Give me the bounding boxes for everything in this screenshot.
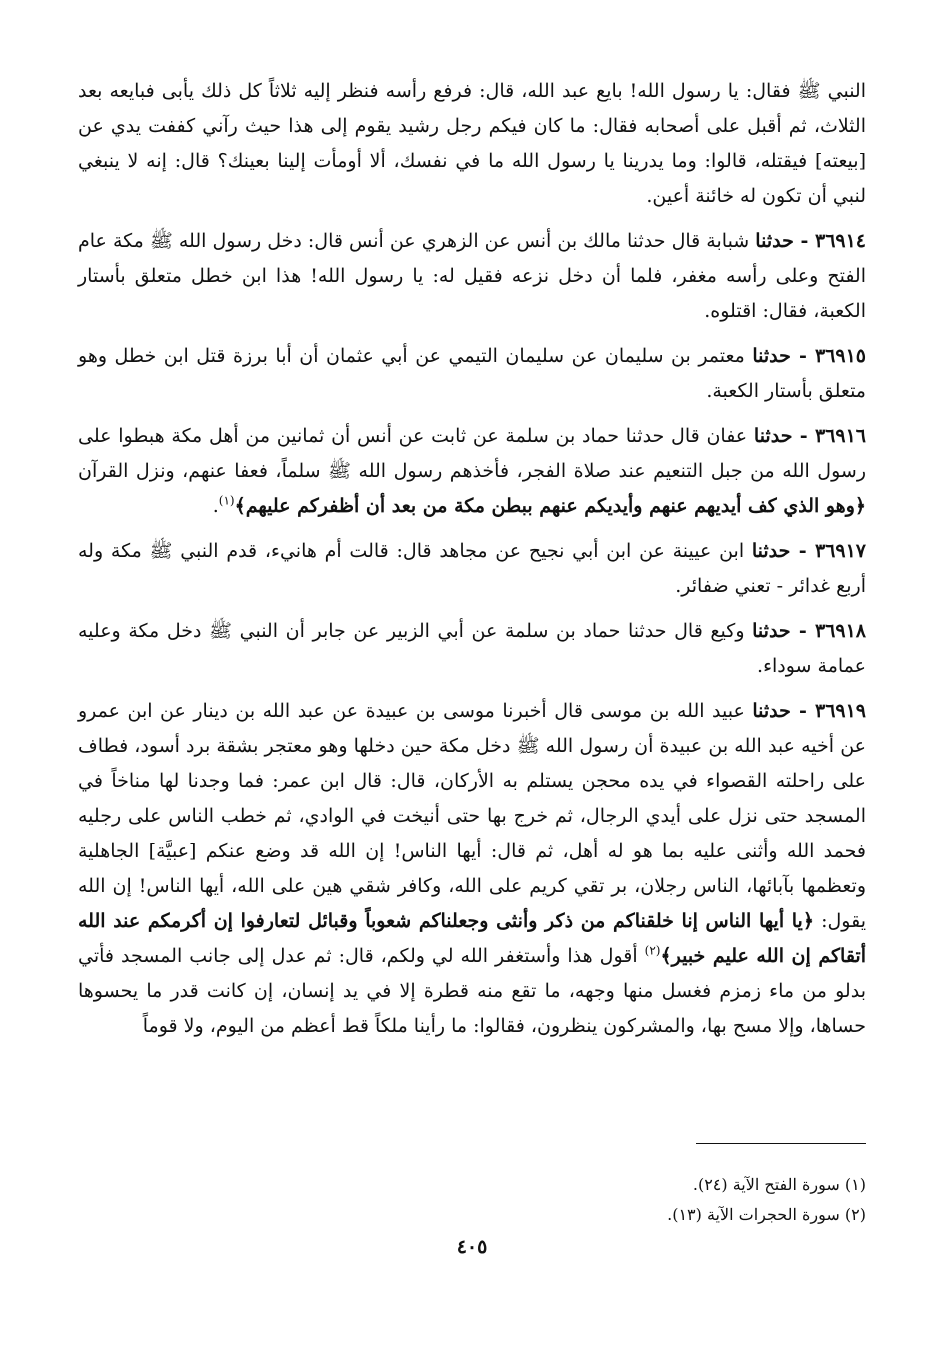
hadith-36919: ٣٦٩١٩ - حدثنا عبيد الله بن موسى قال أخبرنا موسى بن عبيدة عن عبد الله بن دينار عن ابن عمرو عن أخيه عبد الله بن عبيدة أن رسول الله ﷺ دخل مكة حين دخلها وهو معتجر بشقة برد أسود، فطاف على راحلته القصواء في يده محجن يستلم به الأركان، قال: قال ابن عمر: فما وجدنا لها مناخاً في المسجد حتى نزل على أيدي الرجال، ثم خرج بها حتى أنيخت في الوادي، ثم خطب الناس على رجليه فحمد الله وأثنى عليه بما هو له أهل، ثم قال: أيها الناس! إن الله قد وضع عنكم [عبيَّة] الجاهلية وتعظمها بآبائها، الناس رجلان، بر تقي كريم على الله، وكافر شقي هين على الله، أيها الناس! إن الله يقول: ﴿يا أيها الناس إنا خلقناكم من ذكر وأنثى وجعلناكم شعوباً وقبائل لتعارفوا إن أكرمكم عند الله أتقاكم إن الله عليم خبير﴾$^{(٢)}$ أقول هذا وأستغفر الله لي ولكم، قال: ثم عدل إلى جانب المسجد فأتي بدلو من ماء زمزم فغسل منها وجهه، ما تقع منه قطرة إلا في يد إنسان، إن كانت قدر ما يحسوها حساها، وإلا مسح بها، والمشركون ينظرون، فقالوا: ما رأينا ملكاً قط أعظم من اليوم، ولا قوماً <box>78 700 867 1037</box>
hadith-tail: أقول هذا وأستغفر الله لي ولكم، قال: ثم عدل إلى جانب المسجد فأتي بدلو من ماء زمزم فغسل منها وجهه، ما تقع منه قطرة إلا في يد إنسان، إن كانت قدر ما يحسوها حساها، وإلا مسح بها، والمشركون ينظرون، فقالوا: ما رأينا ملكاً قط أعظم من اليوم، ولا قوماً <box>78 945 866 1037</box>
footnotes <box>78 1170 866 1230</box>
hadith-lead: حدثنا <box>752 620 791 642</box>
footnote-ref[interactable]: (١) <box>218 493 235 508</box>
hadith-lead: حدثنا <box>753 425 793 447</box>
footnote-1: (١) سورة الفتح الآية (٢٤). <box>692 1175 866 1194</box>
hadith-text: معتمر بن سليمان عن سليمان التيمي عن أبي عثمان أن أبا برزة قتل ابن خطل وهو متعلق بأستار الكعبة. <box>78 345 866 402</box>
hadith-lead: حدثنا <box>752 345 791 367</box>
hadith-text: ابن عيينة عن ابن أبي نجيح عن مجاهد قال: قالت أم هانيء، قدم النبي ﷺ مكة وله أربع غدائر - تعني ضفائر. <box>78 540 866 597</box>
hadith-lead: حدثنا <box>755 230 794 252</box>
footnote-divider <box>696 1143 866 1144</box>
paragraph-continuation <box>78 74 866 214</box>
hadith-text: وكيع قال حدثنا حماد بن سلمة عن أبي الزبير عن جابر أن النبي ﷺ دخل مكة وعليه عمامة سوداء. <box>78 620 866 677</box>
hadith-lead: حدثنا <box>752 700 791 722</box>
hadith-number: ٣٦٩١٩ <box>814 700 867 722</box>
hadith-number: ٣٦٩١٦ <box>814 425 866 447</box>
hadith-text: شبابة قال حدثنا مالك بن أنس عن الزهري عن أنس قال: دخل رسول الله ﷺ مكة عام الفتح وعلى رأسه مغفر، فلما أن دخل نزعه فقيل له: يا رسول الله! هذا ابن خطل متعلق بأستار الكعبة، فقال: اقتلوه. <box>78 230 866 322</box>
hadith-36914: ٣٦٩١٤ - حدثنا شبابة قال حدثنا مالك بن أنس عن الزهري عن أنس قال: دخل رسول الله ﷺ مكة عام الفتح وعلى رأسه مغفر، فلما أن دخل نزعه فقيل له: يا رسول الله! هذا ابن خطل متعلق بأستار الكعبة، فقال: اقتلوه. <box>78 230 867 322</box>
hadith-36917: ٣٦٩١٧ - حدثنا ابن عيينة عن ابن أبي نجيح عن مجاهد قال: قالت أم هانيء، قدم النبي ﷺ مكة وله أربع غدائر - تعني ضفائر. <box>78 540 866 597</box>
hadith-lead: حدثنا <box>751 540 791 562</box>
hadith-text: عفان قال حدثنا حماد بن سلمة عن ثابت عن أنس أن ثمانين من أهل مكة هبطوا على رسول الله من جبل التنعيم عند صلاة الفجر، فأخذهم رسول الله ﷺ سلماً، فعفا عنهم، ونزل القرآن <box>78 425 866 482</box>
page-number: ٤٠٥ <box>456 1236 488 1258</box>
quran-verse: ﴿يا أيها الناس إنا خلقناكم من ذكر وأنثى وجعلناكم شعوباً وقبائل لتعارفوا إن أكرمكم عند الله أتقاكم إن الله عليم خبير﴾ <box>78 910 866 967</box>
hadith-36918: ٣٦٩١٨ - حدثنا وكيع قال حدثنا حماد بن سلمة عن أبي الزبير عن جابر أن النبي ﷺ دخل مكة وعليه عمامة سوداء. <box>78 620 866 677</box>
hadith-36916: ٣٦٩١٦ - حدثنا عفان قال حدثنا حماد بن سلمة عن ثابت عن أنس أن ثمانين من أهل مكة هبطوا على رسول الله من جبل التنعيم عند صلاة الفجر، فأخذهم رسول الله ﷺ سلماً، فعفا عنهم، ونزل القرآن ﴿وهو الذي كف أيديهم عنهم وأيديكم عنهم ببطن مكة من بعد أن أظفركم عليهم﴾$^{(١)}$. <box>78 425 866 517</box>
hadith-number: ٣٦٩١٧ <box>814 540 866 562</box>
footnote-ref[interactable]: (٢) <box>644 943 661 958</box>
hadith-36915: ٣٦٩١٥ - حدثنا معتمر بن سليمان عن سليمان التيمي عن أبي عثمان أن أبا برزة قتل ابن خطل وهو متعلق بأستار الكعبة. <box>78 345 866 402</box>
hadith-number: ٣٦٩١٤ <box>814 230 867 252</box>
hadith-number: ٣٦٩١٥ <box>814 345 866 367</box>
paragraph-text: النبي ﷺ فقال: يا رسول الله! بايع عبد الله، قال: فرفع رأسه فنظر إليه ثلاثاً كل ذلك يأبى فبايعه بعد الثلاث، ثم أقبل على أصحابه فقال: ما كان فيكم رجل رشيد يقوم إلى هذا حيث رآني كففت يدي عن [بيعته] فيقتله، قالوا: وما يدرينا يا رسول الله ما في نفسك، ألا أومأت إلينا بعينك؟ قال: إنه لا ينبغي لنبي أن تكون له خائنة أعين. <box>78 80 866 207</box>
footnote-2: (٢) سورة الحجرات الآية (١٣). <box>667 1205 866 1224</box>
hadith-tail: . <box>212 495 219 517</box>
hadith-text: عبيد الله بن موسى قال أخبرنا موسى بن عبيدة عن عبد الله بن دينار عن ابن عمرو عن أخيه عبد الله بن عبيدة أن رسول الله ﷺ دخل مكة حين دخلها وهو معتجر بشقة برد أسود، فطاف على راحلته القصواء في يده محجن يستلم به الأركان، قال: قال ابن عمر: فما وجدنا لها مناخاً في المسجد حتى نزل على أيدي الرجال، ثم خرج بها حتى أنيخت في الوادي، ثم خطب الناس على رجليه فحمد الله وأثنى عليه بما هو له أهل، ثم قال: أيها الناس! إن الله قد وضع عنكم [عبيَّة] الجاهلية وتعظمها بآبائها، الناس رجلان، بر تقي كريم على الله، وكافر شقي هين على الله، أيها الناس! إن الله يقول: <box>78 700 866 932</box>
page-body <box>78 74 866 1054</box>
hadith-number: ٣٦٩١٨ <box>814 620 866 642</box>
quran-verse: ﴿وهو الذي كف أيديهم عنهم وأيديكم عنهم ببطن مكة من بعد أن أظفركم عليهم﴾ <box>234 495 866 517</box>
